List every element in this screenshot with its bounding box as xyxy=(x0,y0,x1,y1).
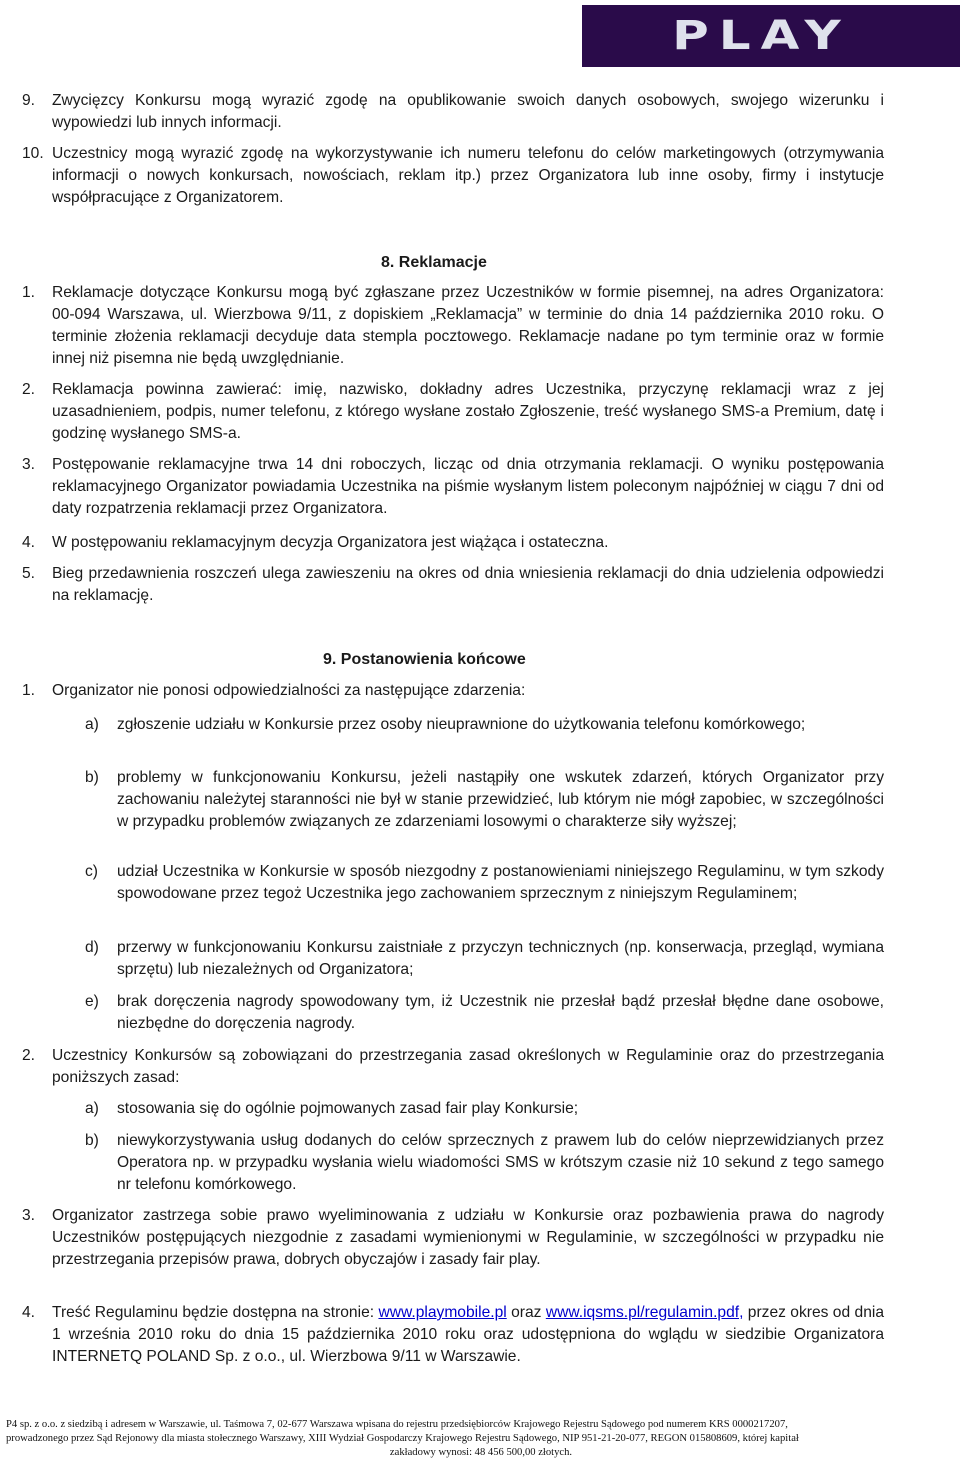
footer-line: P4 sp. z o.o. z siedzibą i adresem w Warszawie, ul. Taśmowa 7, 02-677 Warszawa wpisana do rejestru przedsiębiorców Krajowego Rejestru Sądowego pod numerem KRS 0000217207, xyxy=(6,1419,788,1430)
sub-list-item: a) stosowania się do ogólnie pojmowanych zasad fair play Konkursie; xyxy=(85,1100,579,1117)
list-item: 1. Reklamacje dotyczące Konkursu mogą być zgłaszane przez Uczestników w formie pisemnej, na adres Organizatora: 00-094 Warszawa, ul. Wierzbowa 9/11, z dopiskiem „Reklamacja” w terminie do dnia 14 października 2010 roku. O terminie złożenia reklamacji decyduje data stempla pocztowego. Reklamacje nadane po tym terminie oraz w formie innej niż pisemna nie będą uwzględnianie. xyxy=(22,284,884,367)
list-item: 9. Zwycięzcy Konkursu mogą wyrazić zgodę na opublikowanie swoich danych osobowych, swojego wizerunku i wypowiedzi lub innych informacji. xyxy=(22,92,884,131)
list-item: 1. Organizator nie ponosi odpowiedzialności za następujące zdarzenia: xyxy=(22,682,526,699)
list-item: 4. Treść Regulaminu będzie dostępna na stronie: www.playmobile.pl oraz www.iqsms.pl/regulamin.pdf, przez okres od dnia 1 września 2010 roku do dnia 15 października 2010 roku oraz udostępniona do wglądu w siedzibie Organizatora INTERNETQ POLAND Sp. z o.o., ul. Wierzbowa 9/11 w Warszawie. xyxy=(22,1304,884,1365)
footer-line: zakładowy wynosi: 48 456 500,00 złotych. xyxy=(389,1447,573,1458)
section-heading-reklamacje: 8. Reklamacje xyxy=(381,254,487,271)
sub-list-item: d) przerwy w funkcjonowaniu Konkursu zaistniałe z przyczyn technicznych (np. konserwacja, przegląd, wymiana sprzętu) lub niezależnych od Organizatora; xyxy=(85,939,884,978)
sub-list-item: a) zgłoszenie udziału w Konkursie przez osoby nieuprawnione do użytkowania telefonu komórkowego; xyxy=(85,716,806,733)
list-item: 5. Bieg przedawnienia roszczeń ulega zawieszeniu na okres od dnia wniesienia reklamacji do dnia udzielenia odpowiedzi na reklamację. xyxy=(22,565,884,604)
sub-list-item: c) udział Uczestnika w Konkursie w sposób niezgodny z postanowieniami niniejszego Regulaminu, w tym szkody spowodowane przez tegoż Uczestnika jego zachowaniem sprzecznym z niniejszym Regulaminem; xyxy=(85,863,884,902)
list-item: 2. Uczestnicy Konkursów są zobowiązani do przestrzegania zasad określonych w Regulaminie oraz do przestrzegania poniższych zasad: xyxy=(22,1047,884,1086)
play-logo xyxy=(582,5,960,67)
list-item: 2. Reklamacja powinna zawierać: imię, nazwisko, dokładny adres Uczestnika, przyczynę reklamacji wraz z jej uzasadnieniem, podpis, numer telefonu, z którego wysłane zostało Zgłoszenie, treść wysłanego SMS-a Premium, datę i godzinę wysłanego SMS-a. xyxy=(22,381,884,442)
list-item: 3. Organizator zastrzega sobie prawo wyeliminowania z udziału w Konkursie oraz pozbawienia prawa do nagrody Uczestników postępujących niezgodnie z zasadami wymienionymi w Regulaminie, w szczególności w przypadku nie przestrzegania przepisów prawa, dobrych obyczajów i zasady fair play. xyxy=(22,1207,884,1268)
list-item: 10. Uczestnicy mogą wyrazić zgodę na wykorzystywanie ich numeru telefonu do celów marketingowych (otrzymywania informacji o nowych konkursach, nowościach, reklam itp.) przez Organizatora lub inne osoby, firmy i instytucje współpracujące z Organizatorem. xyxy=(22,145,884,206)
iqsms-regulamin-link[interactable]: www.iqsms.pl/regulamin.pdf, xyxy=(545,1304,744,1321)
section-heading-postanowienia: 9. Postanowienia końcowe xyxy=(323,651,526,668)
company-footer xyxy=(6,1418,956,1460)
footer-line: prowadzonego przez Sąd Rejonowy dla miasta stołecznego Warszawy, XIII Wydział Gospodarczy Krajowego Rejestru Sądowego, NIP 951-21-20-077, REGON 015808609, której kapitał xyxy=(6,1433,799,1444)
sub-list-item: b) niewykorzystywania usług dodanych do celów sprzecznych z prawem lub do celów nieprzewidzianych przez Operatora np. w przypadku wysłania wielu wiadomości SMS w krótszym czasie niż 10 sekund z tego samego nr telefonu komórkowego. xyxy=(85,1132,884,1193)
sub-list-item: e) brak doręczenia nagrody spowodowany tym, iż Uczestnik nie przesłał bądź przesłał błędne dane osobowe, niezbędne do doręczenia nagrody. xyxy=(85,993,884,1032)
playmobile-link[interactable]: www.playmobile.pl xyxy=(378,1304,507,1321)
list-item: 4. W postępowaniu reklamacyjnym decyzja Organizatora jest wiążąca i ostateczna. xyxy=(22,534,609,551)
sub-list-item: b) problemy w funkcjonowaniu Konkursu, jeżeli nastąpiły one wskutek zdarzeń, których Organizator przy zachowaniu należytej staranności nie był w stanie przewidzieć, lub którym nie mógł zapobiec, w szczególności w przypadku problemów związanych ze zdarzeniami losowymi o charakterze siły wyższej; xyxy=(85,769,884,830)
list-item: 3. Postępowanie reklamacyjne trwa 14 dni roboczych, licząc od dnia otrzymania reklamacji. O wyniku postępowania reklamacyjnego Organizator powiadamia Uczestnika na piśmie wysłanym listem poleconym najpóźniej w ciągu 7 dni od daty rozpatrzenia reklamacji przez Organizatora. xyxy=(22,456,884,517)
logo-text: PLAY xyxy=(671,13,851,59)
